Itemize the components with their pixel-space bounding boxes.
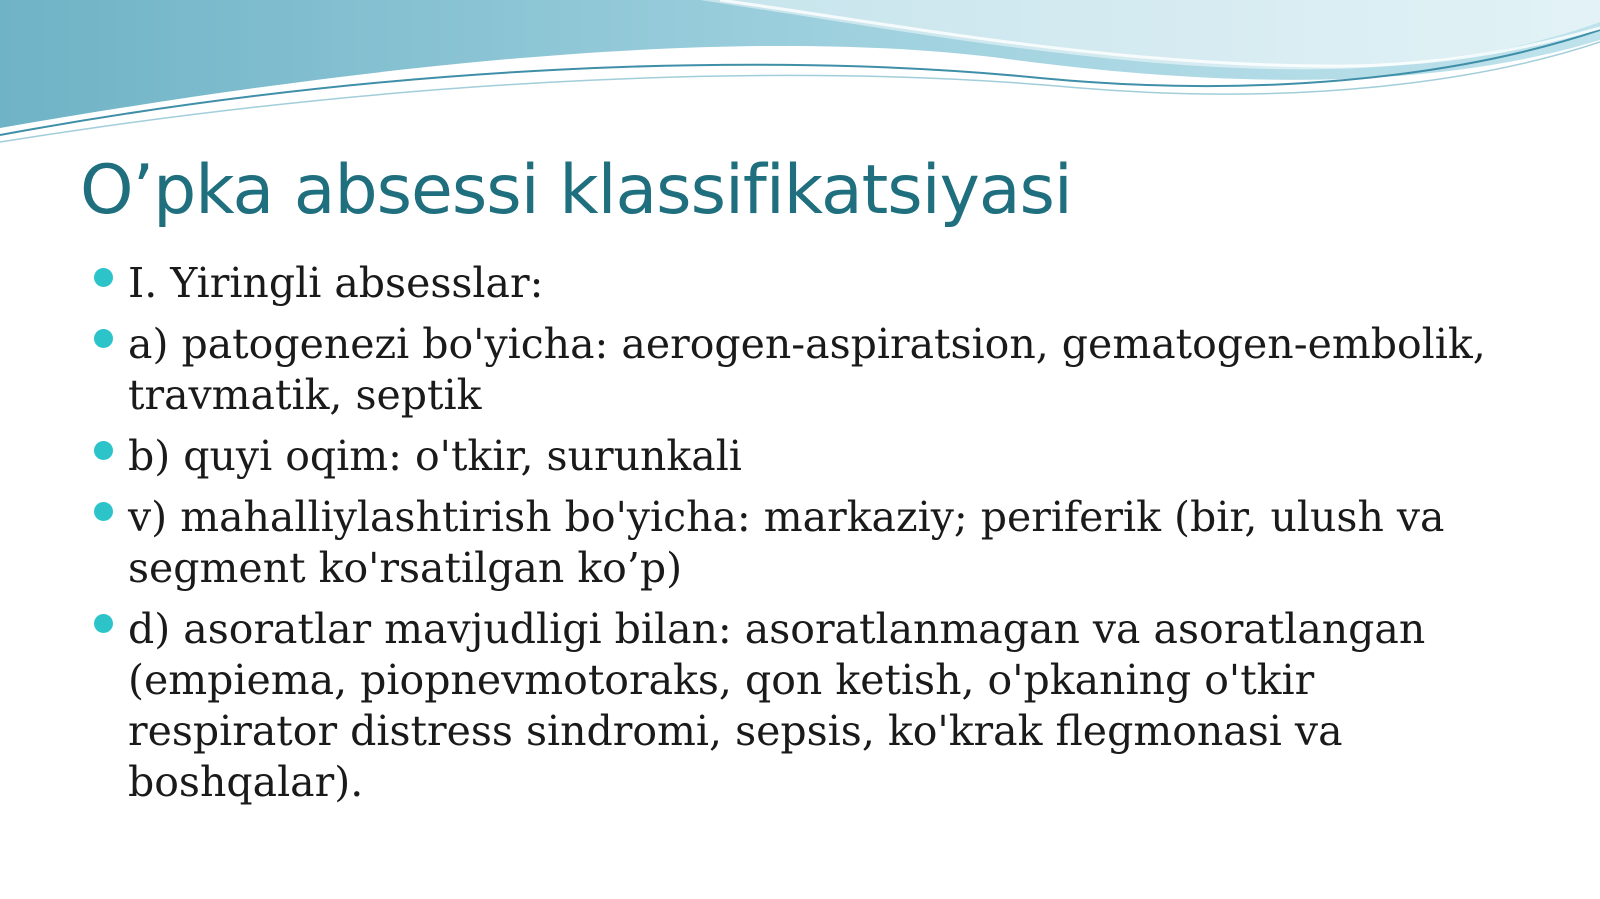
bullet-text: b) quyi oqim: o'tkir, surunkali: [128, 432, 742, 480]
bullet-text: v) mahalliylashtirish bo'yicha: markaziy; periferik (bir, ulush va segment ko'rsatilgan ko’p): [128, 493, 1445, 592]
bullet-item: [92, 604, 1532, 808]
bullet-text: a) patogenezi bo'yicha: aerogen-aspiratsion, gematogen-embolik, travmatik, septik: [128, 320, 1486, 419]
bullet-dot-icon: [94, 614, 113, 633]
decorative-wave-header: [0, 0, 1600, 160]
slide-title: O’pka absessi klassifikatsiyasi: [80, 151, 1072, 230]
bullet-list: [92, 258, 1532, 818]
bullet-item: [92, 492, 1532, 594]
bullet-dot-icon: [94, 329, 113, 348]
bullet-dot-icon: [94, 441, 113, 460]
bullet-dot-icon: [94, 502, 113, 521]
bullet-item: [92, 319, 1532, 421]
bullet-text: I. Yiringli absesslar:: [128, 259, 544, 307]
bullet-text: d) asoratlar mavjudligi bilan: asoratlanmagan va asoratlangan (empiema, piopnevmotoraks, qon ketish, o'pkaning o'tkir respirator distress sindromi, sepsis, ko'krak flegmonasi va boshqalar).: [128, 605, 1426, 806]
bullet-item: [92, 258, 1532, 309]
bullet-item: [92, 431, 1532, 482]
bullet-dot-icon: [94, 268, 113, 287]
